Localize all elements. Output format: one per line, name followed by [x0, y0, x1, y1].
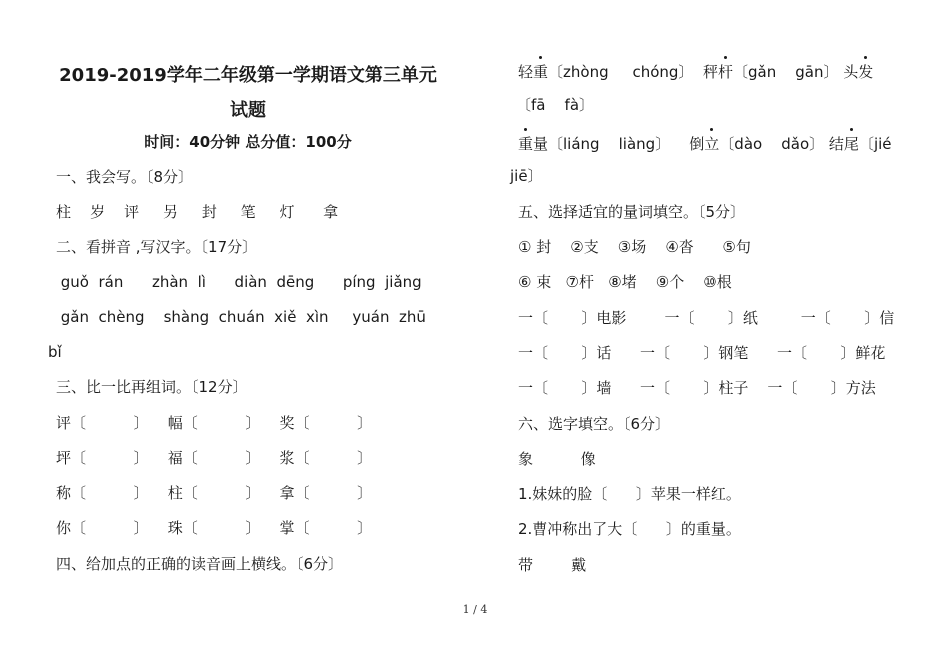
section-6-question: 1.妹妹的脸〔 〕苹果一样红。	[518, 485, 741, 503]
section-6-heading: 六、选字填空。〔6分〕	[518, 415, 671, 433]
pinyin-choices: 〔zhòng chóng〕 秤	[548, 63, 718, 81]
pinyin-choices: 量〔liáng liàng〕 倒	[533, 135, 705, 153]
dotted-char: 尾	[843, 135, 859, 153]
section-2-pinyin-row-2: gǎn chèng shàng chuán xiě xìn yuán zhū	[56, 308, 426, 326]
section-2-pinyin-row-3: bǐ	[48, 343, 62, 361]
dotted-char: 重	[533, 63, 549, 81]
section-6-question: 2.曹冲称出了大〔 〕的重量。	[518, 520, 741, 538]
section-5-options: ① 封 ②支 ③场 ④沓 ⑤句	[518, 238, 751, 256]
section-1-characters: 柱 岁 评 另 封 笔 灯 拿	[56, 203, 339, 221]
section-5-options: ⑥ 束 ⑦杆 ⑧堵 ⑨个 ⑩根	[518, 273, 732, 291]
section-6-char-pair: 带 戴	[518, 556, 587, 574]
section-4-heading: 四、给加点的正确的读音画上横线。〔6分〕	[56, 555, 344, 573]
section-2-heading: 二、看拼音 ,写汉字。〔17分〕	[56, 238, 258, 256]
section-3-row: 称〔 〕 柱〔 〕 拿〔 〕	[56, 484, 373, 502]
dotted-char: 发	[858, 63, 874, 81]
page-number: 1 / 4	[462, 603, 488, 616]
pinyin-choices: 〔jié	[858, 135, 892, 153]
section-4-item-row-4: jiē〕	[510, 167, 543, 185]
pinyin-choices: 〔gǎn gān〕 头	[732, 63, 859, 81]
section-1-heading: 一、我会写。〔8分〕	[56, 168, 194, 186]
section-4-item-row-2: 〔fā fà〕	[516, 96, 595, 114]
dotted-char: 杆	[717, 63, 733, 81]
section-3-row: 坪〔 〕 福〔 〕 浆〔 〕	[56, 449, 373, 467]
section-4-item-row-3	[518, 134, 892, 154]
section-3-row: 评〔 〕 幅〔 〕 奖〔 〕	[56, 414, 373, 432]
section-3-heading: 三、比一比再组词。〔12分〕	[56, 378, 248, 396]
section-4-item-row-1	[518, 62, 873, 82]
exam-meta: 时间：40分钟 总分值：100分	[144, 133, 352, 151]
section-5-fill-row: 一〔 〕电影 一〔 〕纸 一〔 〕信	[518, 309, 895, 327]
section-5-heading: 五、选择适宜的量词填空。〔5分〕	[518, 203, 746, 221]
section-6-char-pair: 象 像	[518, 450, 596, 468]
section-5-fill-row: 一〔 〕墙 一〔 〕柱子 一〔 〕方法	[518, 379, 876, 397]
word-char: 轻	[518, 63, 534, 81]
page-title: 2019-2019学年二年级第一学期语文第三单元	[59, 65, 437, 86]
section-2-pinyin-row-1: guǒ rán zhàn lì diàn dēng píng jiǎng	[56, 273, 422, 291]
dotted-char: 立	[704, 135, 720, 153]
section-3-row: 你〔 〕 珠〔 〕 掌〔 〕	[56, 519, 373, 537]
dotted-char: 重	[518, 135, 534, 153]
pinyin-choices: 〔dào dǎo〕 结	[719, 135, 844, 153]
section-5-fill-row: 一〔 〕话 一〔 〕钢笔 一〔 〕鲜花	[518, 344, 886, 362]
page-title-continued: 试题	[230, 100, 266, 121]
